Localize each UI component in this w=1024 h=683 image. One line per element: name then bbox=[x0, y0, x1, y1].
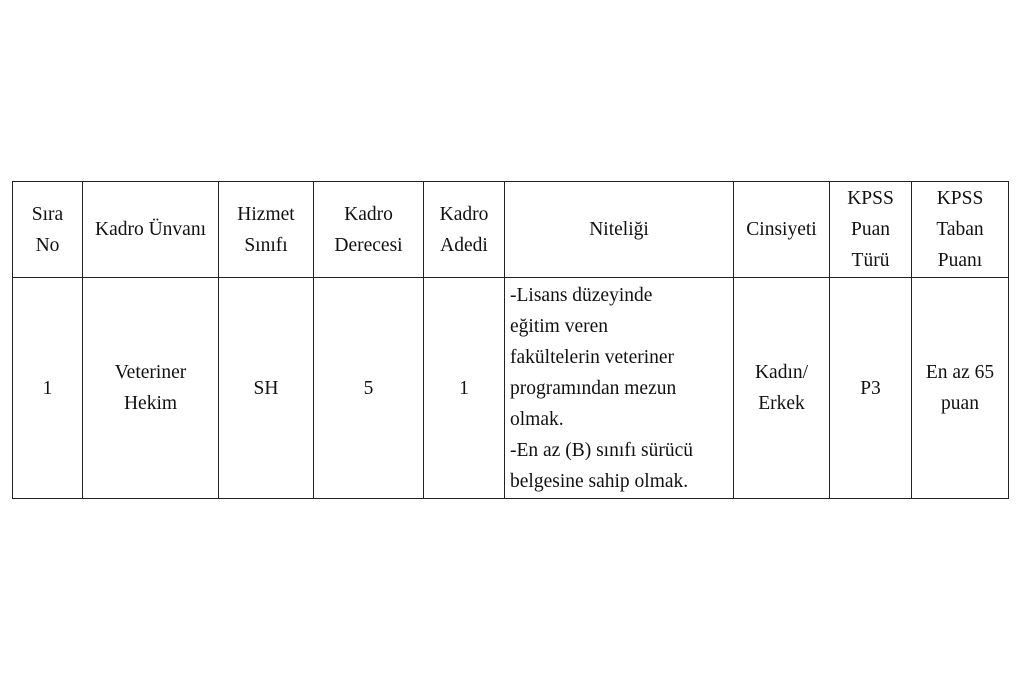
header-kpss-taban-puani-line: KPSS bbox=[936, 188, 984, 209]
cell-kpss-puan-turu-line: P3 bbox=[860, 377, 881, 399]
header-kpss-taban-puani-line: Puanı bbox=[937, 250, 983, 271]
header-hizmet-sinifi bbox=[219, 182, 314, 278]
header-kadro-derecesi-line: Derecesi bbox=[334, 234, 403, 256]
cell-niteligi bbox=[505, 278, 734, 499]
header-kadro-derecesi bbox=[314, 182, 424, 278]
header-kadro-adedi-line: Adedi bbox=[440, 234, 488, 256]
header-hizmet-sinifi-line: Sınıfı bbox=[244, 234, 288, 256]
header-kpss-puan-turu bbox=[830, 182, 912, 278]
cell-niteligi-line: fakültelerin veteriner bbox=[510, 346, 675, 368]
header-kadro-adedi-line: Kadro bbox=[439, 203, 489, 225]
cell-kadro-unvani-line: Veteriner bbox=[114, 362, 187, 383]
cell-kpss-taban-puani bbox=[912, 278, 1009, 499]
header-kpss-puan-turu-line: Puan bbox=[851, 219, 890, 240]
header-kadro-adedi bbox=[424, 182, 505, 278]
cell-kadro-unvani bbox=[83, 278, 219, 499]
cell-cinsiyeti-line: Kadın/ bbox=[754, 362, 809, 383]
cell-sira-no-line: 1 bbox=[42, 377, 53, 399]
header-sira-no-line: Sıra bbox=[31, 203, 64, 225]
cell-niteligi-line: eğitim veren bbox=[510, 315, 609, 337]
cell-kpss-puan-turu bbox=[830, 278, 912, 499]
cell-cinsiyeti-line: Erkek bbox=[758, 393, 805, 414]
cell-cinsiyeti bbox=[734, 278, 830, 499]
cell-kadro-adedi-line: 1 bbox=[459, 377, 469, 399]
cell-sira-no bbox=[13, 278, 83, 499]
cell-niteligi-line: -Lisans düzeyinde bbox=[510, 284, 653, 306]
cell-kadro-adedi bbox=[424, 278, 505, 499]
header-niteligi bbox=[505, 182, 734, 278]
cell-niteligi-line: programından mezun bbox=[510, 377, 677, 399]
table-row bbox=[13, 278, 1009, 499]
cell-kpss-taban-puani-line: puan bbox=[941, 393, 979, 414]
cell-kpss-taban-puani-line: En az 65 bbox=[925, 362, 995, 383]
header-kpss-taban-puani bbox=[912, 182, 1009, 278]
cell-kadro-unvani-line: Hekim bbox=[123, 393, 178, 414]
header-hizmet-sinifi-line: Hizmet bbox=[237, 203, 295, 225]
header-cinsiyeti-line: Cinsiyeti bbox=[746, 219, 817, 240]
cell-hizmet-sinifi bbox=[219, 278, 314, 499]
header-kpss-puan-turu-line: Türü bbox=[851, 250, 890, 271]
table-header-row bbox=[13, 182, 1009, 278]
cell-niteligi-line: belgesine sahip olmak. bbox=[510, 470, 689, 492]
header-kpss-puan-turu-line: KPSS bbox=[847, 188, 894, 209]
position-table bbox=[12, 181, 1009, 499]
header-kpss-taban-puani-line: Taban bbox=[936, 219, 984, 240]
cell-niteligi-line: -En az (B) sınıfı sürücü bbox=[510, 439, 694, 461]
cell-hizmet-sinifi-line: SH bbox=[253, 377, 279, 399]
header-sira-no-line: No bbox=[35, 234, 60, 256]
cell-kadro-derecesi bbox=[314, 278, 424, 499]
header-niteligi-line: Niteliği bbox=[589, 219, 649, 240]
header-kadro-unvani bbox=[83, 182, 219, 278]
header-kadro-unvani-line: Kadro Ünvanı bbox=[94, 219, 206, 240]
cell-niteligi-line: olmak. bbox=[510, 408, 564, 430]
header-sira-no bbox=[13, 182, 83, 278]
cell-kadro-derecesi-line: 5 bbox=[363, 377, 374, 399]
header-cinsiyeti bbox=[734, 182, 830, 278]
header-kadro-derecesi-line: Kadro bbox=[344, 203, 393, 225]
